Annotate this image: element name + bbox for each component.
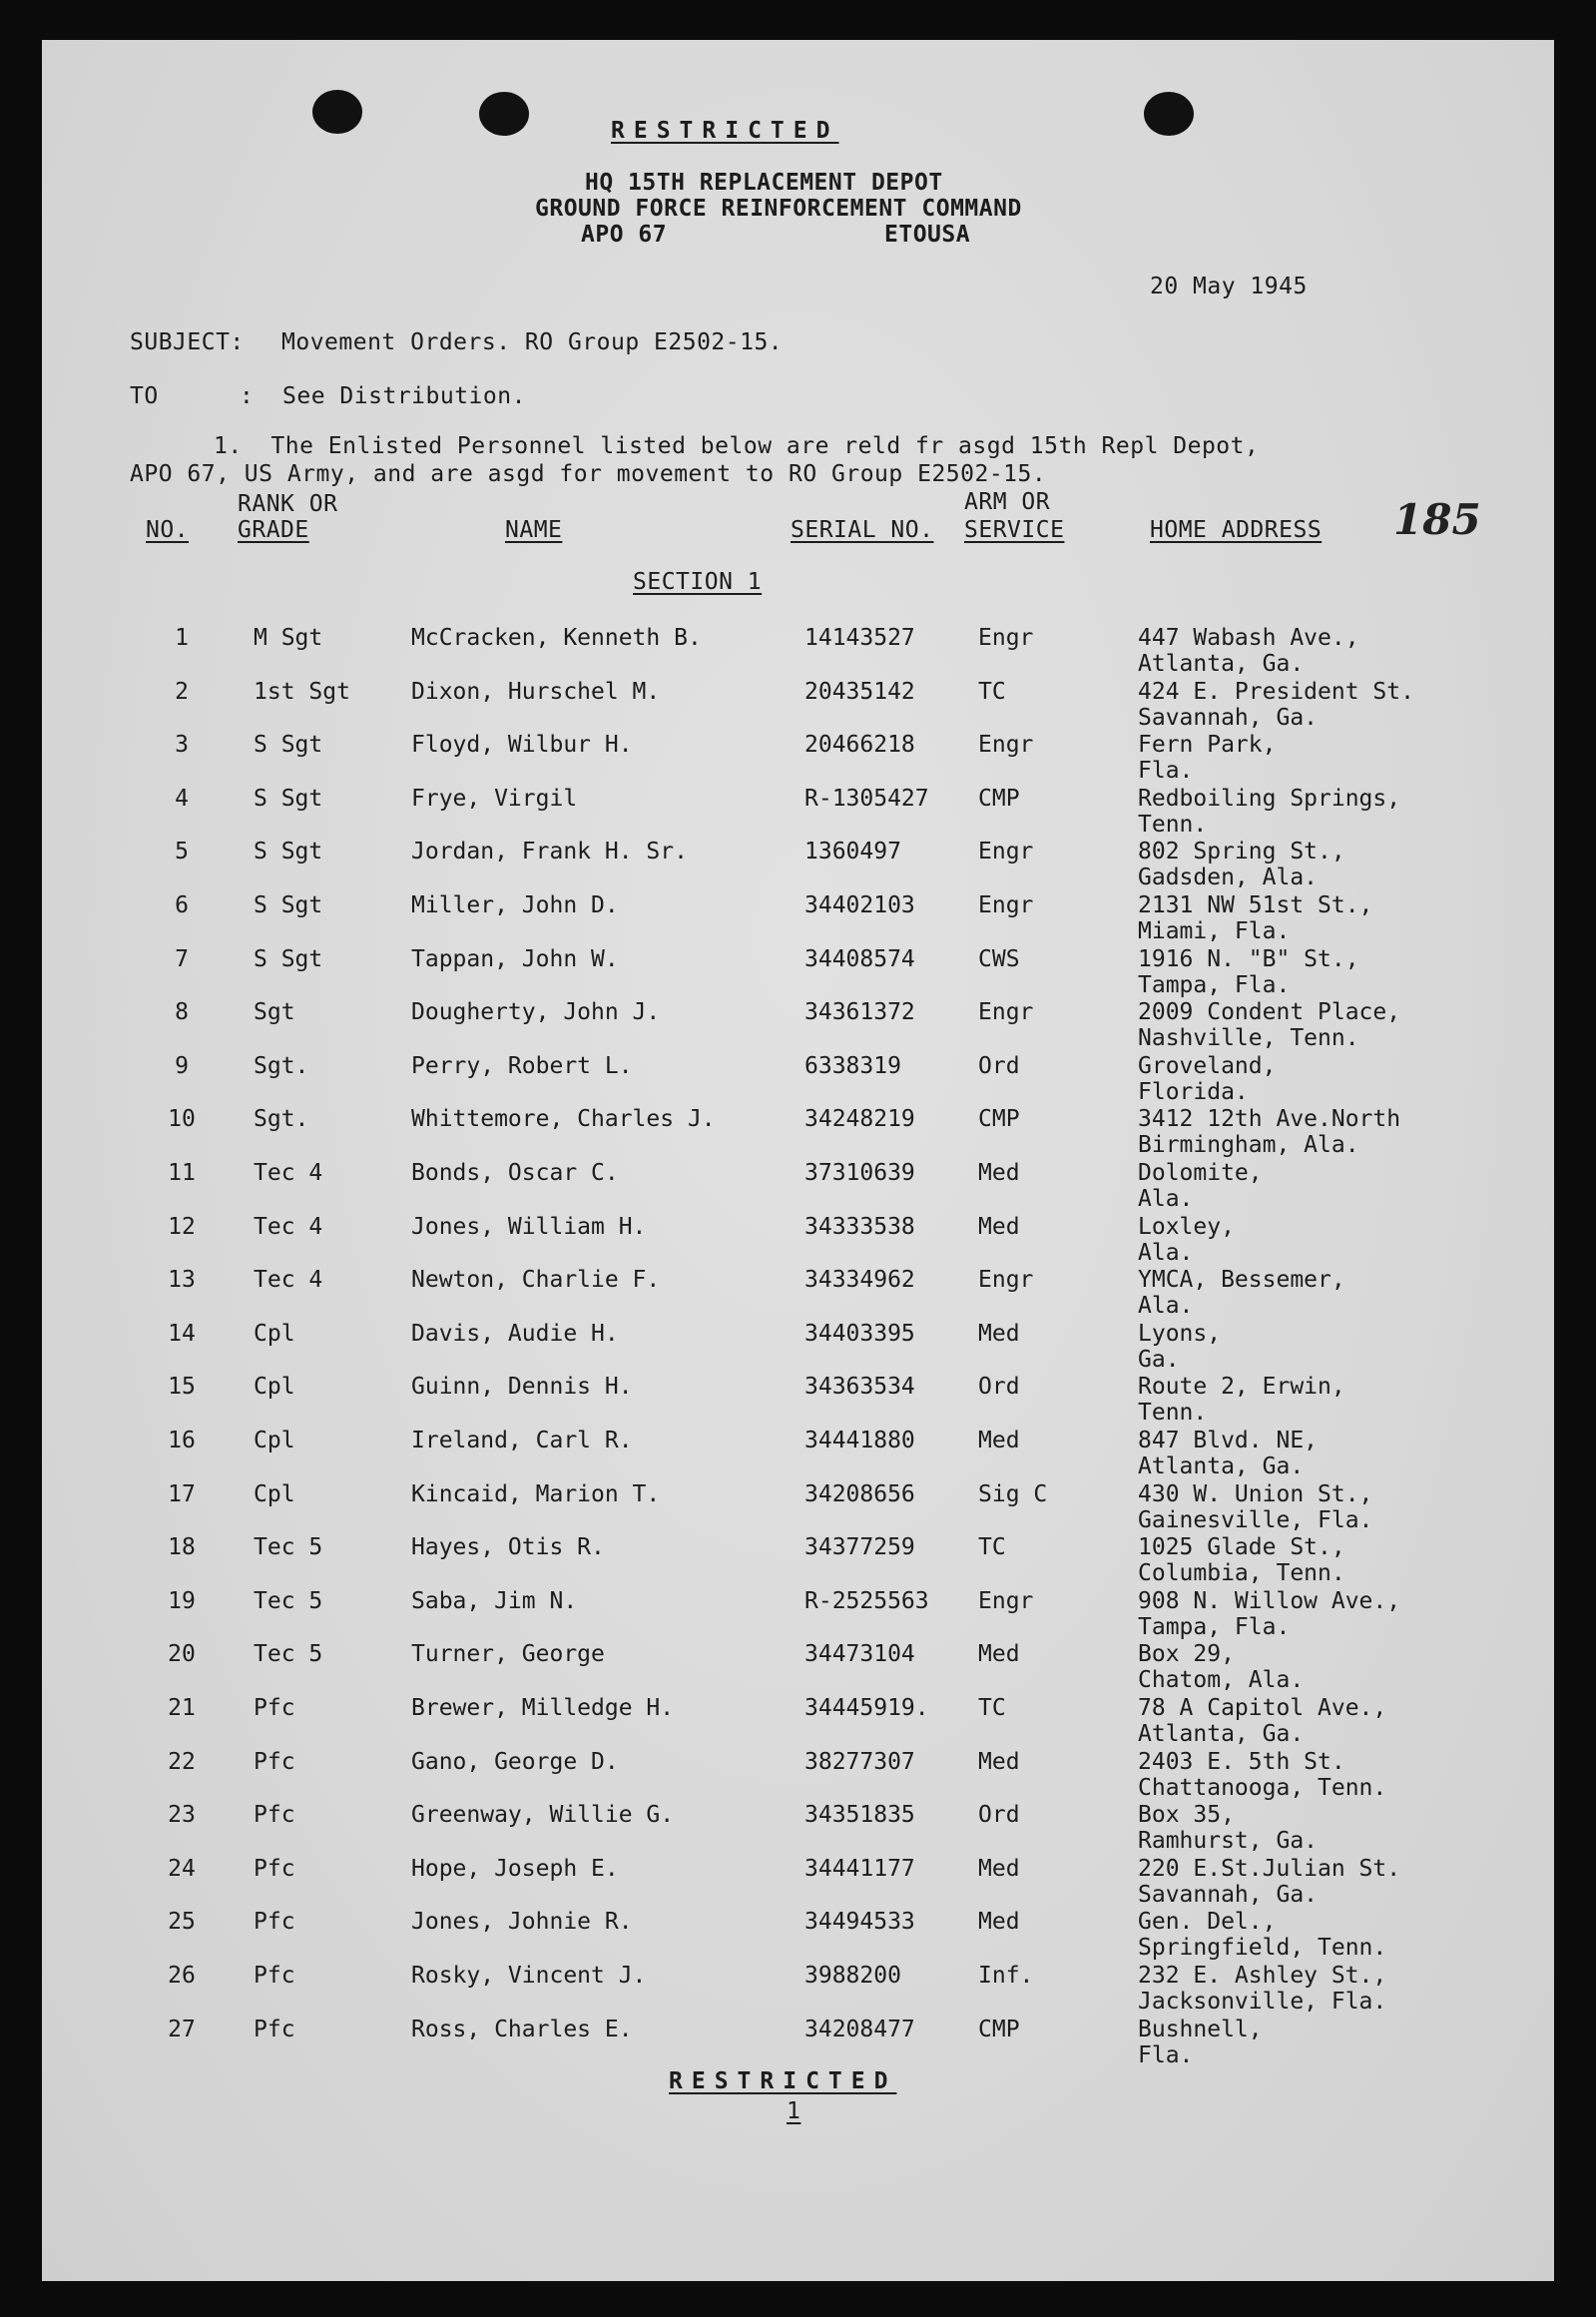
row-address-line-2: Tenn. <box>1138 812 1208 838</box>
row-address-line-1: Box 29, <box>1138 1641 1235 1667</box>
row-arm: TC <box>978 679 1006 705</box>
row-number: 15 <box>168 1374 196 1400</box>
unit-line-2: GROUND FORCE REINFORCEMENT COMMAND <box>535 196 1022 222</box>
row-rank: Cpl <box>254 1321 295 1347</box>
row-serial: 1360497 <box>804 839 901 865</box>
row-arm: Med <box>978 1160 1020 1186</box>
row-rank: Pfc <box>254 1909 295 1935</box>
row-rank: Pfc <box>254 2017 295 2042</box>
row-arm: Engr <box>978 839 1034 865</box>
row-address-line-1: 447 Wabash Ave., <box>1138 625 1359 651</box>
row-serial: 34377259 <box>804 1534 915 1560</box>
row-name: Bonds, Oscar C. <box>411 1160 619 1186</box>
row-name: Guinn, Dennis H. <box>411 1374 633 1400</box>
row-serial: 34473104 <box>804 1641 915 1667</box>
row-number: 10 <box>168 1106 196 1132</box>
row-number: 20 <box>168 1641 196 1667</box>
row-serial: R-1305427 <box>804 786 929 812</box>
row-address-line-2: Nashville, Tenn. <box>1138 1025 1359 1051</box>
table-row <box>0 1481 1596 1535</box>
row-arm: Ord <box>978 1053 1020 1079</box>
row-number: 19 <box>168 1588 196 1614</box>
section-title: SECTION 1 <box>633 569 763 595</box>
row-address-line-2: Birmingham, Ala. <box>1138 1132 1359 1158</box>
table-row <box>0 1374 1596 1428</box>
row-address-line-2: Gadsden, Ala. <box>1138 865 1319 890</box>
handwritten-page-number: 185 <box>1393 495 1481 544</box>
row-serial: 34334962 <box>804 1267 915 1293</box>
row-address-line-2: Columbia, Tenn. <box>1138 1560 1345 1586</box>
row-name: Floyd, Wilbur H. <box>411 732 633 758</box>
row-name: Miller, John D. <box>411 892 619 918</box>
classification-bottom: RESTRICTED <box>669 2068 897 2094</box>
row-name: Brewer, Milledge H. <box>411 1695 675 1721</box>
punch-hole <box>479 92 529 136</box>
table-row <box>0 1428 1596 1481</box>
row-address-line-1: YMCA, Bessemer, <box>1138 1267 1345 1293</box>
row-arm: CMP <box>978 1106 1020 1132</box>
row-number: 16 <box>168 1428 196 1453</box>
table-row <box>0 1695 1596 1749</box>
table-row <box>0 1214 1596 1268</box>
col-no: NO. <box>146 517 190 543</box>
row-address-line-1: Fern Park, <box>1138 732 1277 758</box>
row-name: Jones, Johnie R. <box>411 1909 633 1935</box>
row-rank: Tec 5 <box>254 1588 323 1614</box>
row-name: Saba, Jim N. <box>411 1588 578 1614</box>
row-rank: Sgt. <box>254 1106 309 1132</box>
row-number: 21 <box>168 1695 196 1721</box>
row-rank: Pfc <box>254 1695 295 1721</box>
col-rank-bottom: GRADE <box>238 517 309 543</box>
row-name: Rosky, Vincent J. <box>411 1963 647 1989</box>
row-serial: 34408574 <box>804 946 915 972</box>
row-serial: 34494533 <box>804 1909 915 1935</box>
row-serial: 38277307 <box>804 1749 915 1775</box>
row-serial: 34403395 <box>804 1321 915 1347</box>
row-address-line-2: Florida. <box>1138 1079 1249 1105</box>
row-address-line-2: Atlanta, Ga. <box>1138 1453 1305 1479</box>
row-address-line-2: Savannah, Ga. <box>1138 1882 1319 1908</box>
row-number: 1 <box>175 625 189 651</box>
row-number: 9 <box>175 1053 189 1079</box>
row-serial: 20466218 <box>804 732 915 758</box>
col-serial: SERIAL NO. <box>791 517 934 543</box>
row-address-line-2: Tenn. <box>1138 1400 1208 1426</box>
table-row <box>0 679 1596 733</box>
row-address-line-1: 2403 E. 5th St. <box>1138 1749 1345 1775</box>
row-number: 14 <box>168 1321 196 1347</box>
row-address-line-2: Ala. <box>1138 1240 1194 1266</box>
row-serial: R-2525563 <box>804 1588 929 1614</box>
row-address-line-1: 430 W. Union St., <box>1138 1481 1373 1507</box>
table-row <box>0 2017 1596 2070</box>
col-address: HOME ADDRESS <box>1150 517 1323 543</box>
row-arm: Engr <box>978 999 1034 1025</box>
row-arm: CMP <box>978 786 1020 812</box>
row-rank: Tec 4 <box>254 1267 323 1293</box>
row-name: Whittemore, Charles J. <box>411 1106 716 1132</box>
col-rank-top: RANK OR <box>238 491 338 517</box>
row-rank: Tec 5 <box>254 1534 323 1560</box>
row-name: Hayes, Otis R. <box>411 1534 605 1560</box>
row-rank: Pfc <box>254 1749 295 1775</box>
row-arm: Inf. <box>978 1963 1034 1989</box>
row-number: 17 <box>168 1481 196 1507</box>
row-arm: Engr <box>978 892 1034 918</box>
row-serial: 34363534 <box>804 1374 915 1400</box>
row-rank: 1st Sgt <box>254 679 350 705</box>
row-address-line-1: 220 E.St.Julian St. <box>1138 1856 1401 1882</box>
table-row <box>0 625 1596 679</box>
row-address-line-1: Redboiling Springs, <box>1138 786 1401 812</box>
row-name: Davis, Audie H. <box>411 1321 619 1347</box>
row-address-line-2: Savannah, Ga. <box>1138 705 1319 731</box>
row-name: Ross, Charles E. <box>411 2017 633 2042</box>
row-address-line-1: 908 N. Willow Ave., <box>1138 1588 1401 1614</box>
row-address-line-1: 2009 Condent Place, <box>1138 999 1401 1025</box>
to-text: : See Distribution. <box>240 383 526 409</box>
row-serial: 3988200 <box>804 1963 901 1989</box>
row-address-line-1: Route 2, Erwin, <box>1138 1374 1345 1400</box>
table-row <box>0 1106 1596 1160</box>
row-serial: 34441177 <box>804 1856 915 1882</box>
table-row <box>0 1321 1596 1375</box>
row-arm: TC <box>978 1695 1006 1721</box>
table-row <box>0 1856 1596 1910</box>
row-address-line-1: Gen. Del., <box>1138 1909 1277 1935</box>
table-row <box>0 1749 1596 1803</box>
row-serial: 34351835 <box>804 1802 915 1828</box>
row-name: Greenway, Willie G. <box>411 1802 675 1828</box>
row-rank: Cpl <box>254 1428 295 1453</box>
row-arm: Med <box>978 1641 1020 1667</box>
to-label: TO <box>130 383 159 409</box>
row-arm: Med <box>978 1909 1020 1935</box>
row-address-line-2: Chatom, Ala. <box>1138 1667 1305 1693</box>
row-address-line-1: Loxley, <box>1138 1214 1235 1240</box>
table-row <box>0 1909 1596 1963</box>
table-row <box>0 1267 1596 1321</box>
row-number: 18 <box>168 1534 196 1560</box>
row-address-line-2: Chattanooga, Tenn. <box>1138 1775 1387 1801</box>
row-arm: TC <box>978 1534 1006 1560</box>
row-address-line-1: 2131 NW 51st St., <box>1138 892 1373 918</box>
row-rank: Tec 5 <box>254 1641 323 1667</box>
row-rank: Pfc <box>254 1856 295 1882</box>
row-number: 13 <box>168 1267 196 1293</box>
row-name: Gano, George D. <box>411 1749 619 1775</box>
row-arm: Ord <box>978 1802 1020 1828</box>
row-rank: Cpl <box>254 1374 295 1400</box>
row-address-line-1: 3412 12th Ave.North <box>1138 1106 1401 1132</box>
row-rank: S Sgt <box>254 732 323 758</box>
paragraph-line-2: APO 67, US Army, and are asgd for movement to RO Group E2502-15. <box>130 461 1047 487</box>
row-name: Perry, Robert L. <box>411 1053 633 1079</box>
row-address-line-1: 847 Blvd. NE, <box>1138 1428 1319 1453</box>
row-arm: Engr <box>978 732 1034 758</box>
table-row <box>0 892 1596 946</box>
row-name: Newton, Charlie F. <box>411 1267 661 1293</box>
row-address-line-2: Atlanta, Ga. <box>1138 1721 1305 1747</box>
col-arm-top: ARM OR <box>964 489 1051 515</box>
row-number: 6 <box>175 892 189 918</box>
row-name: Tappan, John W. <box>411 946 619 972</box>
page-number: 1 <box>787 2098 801 2124</box>
row-rank: Pfc <box>254 1963 295 1989</box>
row-number: 4 <box>175 786 189 812</box>
row-address-line-2: Tampa, Fla. <box>1138 1614 1291 1640</box>
punch-hole <box>1144 92 1194 136</box>
row-serial: 34361372 <box>804 999 915 1025</box>
row-address-line-1: 1916 N. "B" St., <box>1138 946 1359 972</box>
row-arm: Engr <box>978 625 1034 651</box>
row-address-line-1: Groveland, <box>1138 1053 1277 1079</box>
row-number: 12 <box>168 1214 196 1240</box>
row-serial: 34333538 <box>804 1214 915 1240</box>
document-date: 20 May 1945 <box>1150 274 1308 299</box>
row-number: 11 <box>168 1160 196 1186</box>
row-number: 2 <box>175 679 189 705</box>
table-row <box>0 1641 1596 1695</box>
row-name: Hope, Joseph E. <box>411 1856 619 1882</box>
row-address-line-1: 1025 Glade St., <box>1138 1534 1345 1560</box>
table-row <box>0 999 1596 1053</box>
row-rank: S Sgt <box>254 946 323 972</box>
row-number: 3 <box>175 732 189 758</box>
row-arm: Med <box>978 1428 1020 1453</box>
row-address-line-1: Lyons, <box>1138 1321 1222 1347</box>
row-name: Dixon, Hurschel M. <box>411 679 661 705</box>
row-serial: 37310639 <box>804 1160 915 1186</box>
row-rank: M Sgt <box>254 625 323 651</box>
row-address-line-2: Ala. <box>1138 1186 1194 1212</box>
row-number: 25 <box>168 1909 196 1935</box>
row-address-line-2: Atlanta, Ga. <box>1138 651 1305 677</box>
row-name: Turner, George <box>411 1641 605 1667</box>
row-number: 5 <box>175 839 189 865</box>
row-arm: Med <box>978 1214 1020 1240</box>
row-address-line-2: Ala. <box>1138 1293 1194 1319</box>
row-address-line-1: 78 A Capitol Ave., <box>1138 1695 1387 1721</box>
table-row <box>0 786 1596 840</box>
row-number: 7 <box>175 946 189 972</box>
row-address-line-2: Fla. <box>1138 2042 1194 2068</box>
row-arm: Engr <box>978 1588 1034 1614</box>
row-address-line-2: Jacksonville, Fla. <box>1138 1989 1387 2015</box>
row-rank: Sgt <box>254 999 295 1025</box>
subject-text: Movement Orders. RO Group E2502-15. <box>281 329 784 355</box>
col-name: NAME <box>505 517 563 543</box>
row-address-line-2: Miami, Fla. <box>1138 918 1291 944</box>
col-arm-bottom: SERVICE <box>964 517 1065 543</box>
row-number: 26 <box>168 1963 196 1989</box>
row-rank: Pfc <box>254 1802 295 1828</box>
row-address-line-2: Fla. <box>1138 758 1194 784</box>
row-name: Jordan, Frank H. Sr. <box>411 839 688 865</box>
table-row <box>0 1588 1596 1642</box>
row-name: Dougherty, John J. <box>411 999 661 1025</box>
row-name: Kincaid, Marion T. <box>411 1481 661 1507</box>
punch-hole <box>312 90 362 134</box>
etousa-line: ETOUSA <box>884 222 971 248</box>
row-rank: Sgt. <box>254 1053 309 1079</box>
row-address-line-1: Dolomite, <box>1138 1160 1263 1186</box>
row-rank: Cpl <box>254 1481 295 1507</box>
paragraph-line-1: 1. The Enlisted Personnel listed below are reld fr asgd 15th Repl Depot, <box>214 433 1260 459</box>
row-address-line-1: 802 Spring St., <box>1138 839 1345 865</box>
row-serial: 34445919. <box>804 1695 929 1721</box>
row-name: McCracken, Kenneth B. <box>411 625 702 651</box>
classification-top: RESTRICTED <box>611 118 839 144</box>
row-number: 24 <box>168 1856 196 1882</box>
row-arm: Engr <box>978 1267 1034 1293</box>
row-number: 23 <box>168 1802 196 1828</box>
row-serial: 34248219 <box>804 1106 915 1132</box>
row-arm: Sig C <box>978 1481 1048 1507</box>
table-row <box>0 1802 1596 1856</box>
table-row <box>0 1160 1596 1214</box>
row-serial: 34402103 <box>804 892 915 918</box>
row-address-line-1: Bushnell, <box>1138 2017 1263 2042</box>
row-name: Jones, William H. <box>411 1214 647 1240</box>
apo-line: APO 67 <box>581 222 668 248</box>
row-rank: Tec 4 <box>254 1160 323 1186</box>
row-arm: Ord <box>978 1374 1020 1400</box>
row-number: 22 <box>168 1749 196 1775</box>
row-arm: Med <box>978 1749 1020 1775</box>
row-arm: Med <box>978 1856 1020 1882</box>
table-row <box>0 732 1596 786</box>
row-address-line-2: Ga. <box>1138 1347 1180 1373</box>
table-row <box>0 1053 1596 1107</box>
row-arm: CWS <box>978 946 1020 972</box>
row-serial: 34208477 <box>804 2017 915 2042</box>
row-number: 8 <box>175 999 189 1025</box>
row-name: Ireland, Carl R. <box>411 1428 633 1453</box>
table-row <box>0 946 1596 1000</box>
row-serial: 14143527 <box>804 625 915 651</box>
row-arm: CMP <box>978 2017 1020 2042</box>
row-rank: Tec 4 <box>254 1214 323 1240</box>
row-rank: S Sgt <box>254 786 323 812</box>
unit-line-1: HQ 15TH REPLACEMENT DEPOT <box>585 170 943 196</box>
row-serial: 34441880 <box>804 1428 915 1453</box>
row-serial: 20435142 <box>804 679 915 705</box>
row-serial: 6338319 <box>804 1053 901 1079</box>
row-address-line-2: Ramhurst, Ga. <box>1138 1828 1319 1854</box>
subject-label: SUBJECT: <box>130 329 245 355</box>
row-rank: S Sgt <box>254 892 323 918</box>
row-serial: 34208656 <box>804 1481 915 1507</box>
row-address-line-1: 424 E. President St. <box>1138 679 1414 705</box>
row-address-line-2: Tampa, Fla. <box>1138 972 1291 998</box>
table-row <box>0 1534 1596 1588</box>
row-arm: Med <box>978 1321 1020 1347</box>
row-name: Frye, Virgil <box>411 786 578 812</box>
table-row <box>0 1963 1596 2017</box>
row-address-line-1: Box 35, <box>1138 1802 1235 1828</box>
table-row <box>0 839 1596 892</box>
row-rank: S Sgt <box>254 839 323 865</box>
row-address-line-2: Springfield, Tenn. <box>1138 1935 1387 1961</box>
row-address-line-1: 232 E. Ashley St., <box>1138 1963 1387 1989</box>
row-address-line-2: Gainesville, Fla. <box>1138 1507 1373 1533</box>
row-number: 27 <box>168 2017 196 2042</box>
